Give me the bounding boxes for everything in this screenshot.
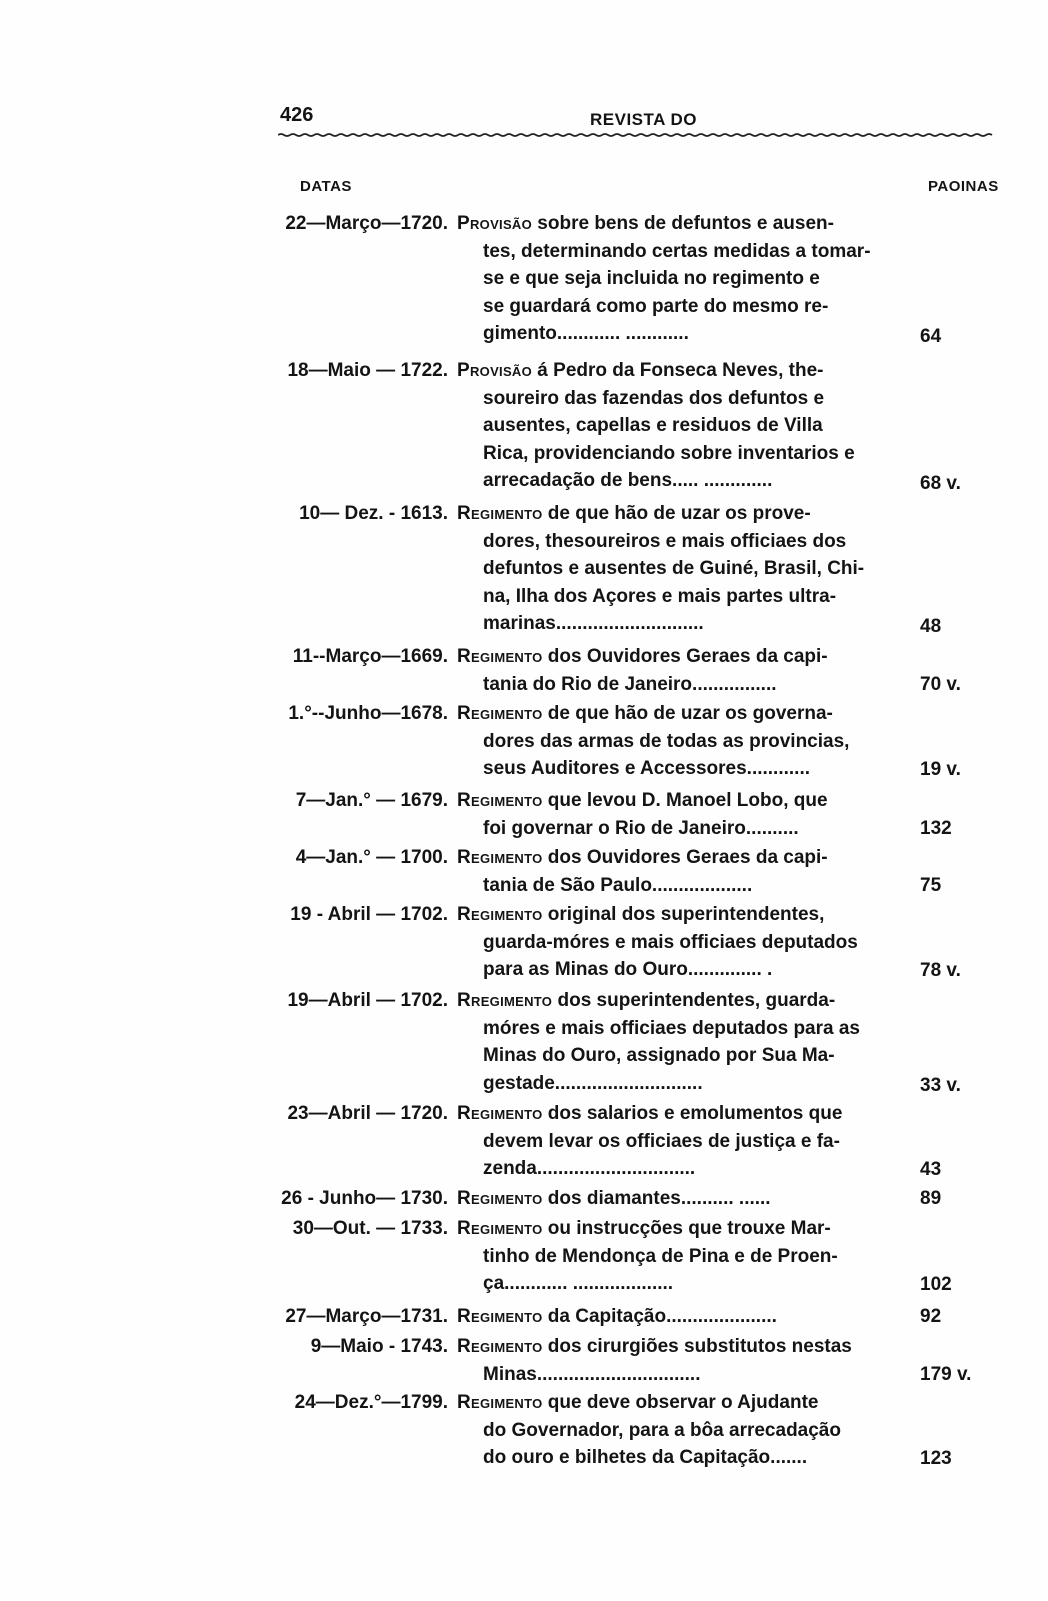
entry-page-number: 68 v. xyxy=(920,472,961,494)
entry-description xyxy=(457,901,892,984)
entry-page-number: 48 xyxy=(920,615,942,637)
entry-description xyxy=(457,844,892,899)
entry-continuation-line: guarda-móres e mais officiaes deputados xyxy=(483,931,858,953)
entry-description xyxy=(457,787,892,842)
entry-date: 19 - Abril — 1702. xyxy=(290,904,448,925)
running-title: REVISTA DO xyxy=(590,110,698,129)
entry-continuation-line: zenda.............................. xyxy=(483,1158,696,1179)
entry-continuation-line: seus Auditores e Accessores............ xyxy=(483,758,811,779)
entry-page-number: 75 xyxy=(920,875,942,897)
entry-continuation-line: Rica, providenciando sobre inventarios e xyxy=(483,442,855,464)
entry-date: 19—Abril — 1702. xyxy=(287,990,448,1011)
entry-first-line: que levou D. Manoel Lobo, que xyxy=(542,790,828,811)
entry-continuation-line: do Governador, para a bôa arrecadação xyxy=(483,1419,841,1441)
entry-page-number: 64 xyxy=(920,325,942,347)
entry-first-line: da Capitação..................... xyxy=(542,1306,777,1327)
entry-first-line: original dos superintendentes, xyxy=(542,904,825,925)
entry-first-line: ou instrucções que trouxe Mar- xyxy=(542,1218,831,1239)
entry-description xyxy=(457,357,892,495)
entry-continuation-line: gestade............................ xyxy=(483,1072,703,1094)
entry-title: Regimento xyxy=(457,1188,543,1209)
entry-continuation-line: soureiro das fazendas dos defuntos e xyxy=(483,387,825,409)
entry-description xyxy=(457,210,892,348)
entry-page-number: 102 xyxy=(920,1274,952,1296)
entry-continuation-line: tania do Rio de Janeiro................ xyxy=(483,673,777,695)
entry-page-number: 78 v. xyxy=(920,960,961,982)
entry-first-line: de que hão de uzar os governa- xyxy=(542,703,833,724)
entry-description xyxy=(457,500,892,638)
entry-title: Regimento xyxy=(457,1306,543,1327)
entry-page-number: 70 v. xyxy=(920,674,961,696)
entry-title: Provisão xyxy=(457,360,533,381)
entry-date: 4—Jan.° — 1700. xyxy=(295,847,448,868)
entry-continuation-line: se guardará como parte do mesmo re- xyxy=(483,295,829,317)
entry-title: Regimento xyxy=(457,790,543,811)
entry-title: Regimento xyxy=(457,703,543,724)
entry-continuation-line: Minas............................... xyxy=(483,1363,701,1385)
entry-date: 10— Dez. - 1613. xyxy=(299,503,448,524)
entry-continuation-line: marinas............................ xyxy=(483,613,704,634)
entry-page-number: 33 v. xyxy=(920,1074,961,1096)
entry-description xyxy=(457,987,892,1097)
entry-date: 1.°--Junho—1678. xyxy=(288,703,448,724)
entry-title: Provisão xyxy=(457,213,533,234)
page-header xyxy=(280,104,995,134)
entry-continuation-line: ça............ ................... xyxy=(483,1273,674,1294)
entry-continuation-line: para as Minas do Ouro.............. . xyxy=(483,959,773,980)
entry-title: Regimento xyxy=(457,847,543,868)
entry-title: Regimento xyxy=(457,1103,543,1124)
entry-continuation-line: ausentes, capellas e residuos de Villa xyxy=(483,415,823,436)
entry-page-number: 43 xyxy=(920,1159,942,1181)
entry-date: 22—Março—1720. xyxy=(285,213,448,234)
entry-date: 27—Março—1731. xyxy=(285,1306,448,1327)
page-number: 426 xyxy=(280,104,314,126)
entry-continuation-line: tania de São Paulo................... xyxy=(483,874,753,896)
entry-continuation-line: devem levar os officiaes de justiça e fa- xyxy=(483,1130,840,1152)
entry-continuation-line: tinho de Mendonça de Pina e de Proen- xyxy=(483,1245,838,1267)
entry-title: Regimento xyxy=(457,646,543,667)
entry-date: 30—Out. — 1733. xyxy=(292,1218,448,1239)
entry-first-line: dos Ouvidores Geraes da capi- xyxy=(542,646,828,667)
entry-page-number: 132 xyxy=(920,818,952,840)
entry-date: 9—Maio - 1743. xyxy=(310,1336,448,1357)
entry-title: Rregimento xyxy=(457,990,553,1011)
entry-description xyxy=(457,1100,892,1183)
entry-first-line: dos cirurgiões substitutos nestas xyxy=(542,1336,852,1357)
entry-continuation-line: tes, determinando certas medidas a tomar- xyxy=(483,240,871,262)
entry-description xyxy=(457,1303,892,1331)
entry-continuation-line: se e que seja incluida no regimento e xyxy=(483,268,820,289)
header-rule xyxy=(278,133,995,137)
entry-description xyxy=(457,1389,892,1472)
entry-first-line: dos diamantes.......... ...... xyxy=(542,1188,771,1209)
entry-continuation-line: do ouro e bilhetes da Capitação....... xyxy=(483,1447,808,1468)
entry-first-line: que deve observar o Ajudante xyxy=(542,1392,819,1413)
entry-page-number: 92 xyxy=(920,1306,942,1327)
entry-title: Regimento xyxy=(457,503,543,524)
entry-date: 24—Dez.°—1799. xyxy=(294,1392,448,1413)
entry-date: 23—Abril — 1720. xyxy=(287,1103,448,1124)
entry-page-number: 19 v. xyxy=(920,759,961,781)
entry-title: Regimento xyxy=(457,1218,543,1239)
entry-date: 7—Jan.° — 1679. xyxy=(295,790,448,811)
entry-first-line: de que hão de uzar os prove- xyxy=(542,503,811,524)
entry-description xyxy=(457,1333,892,1388)
entry-description xyxy=(457,643,892,698)
entry-continuation-line: gimento............ ............ xyxy=(483,323,689,344)
entry-continuation-line: arrecadação de bens..... ............. xyxy=(483,470,773,491)
entry-first-line: dos Ouvidores Geraes da capi- xyxy=(542,847,828,868)
entry-page-number: 123 xyxy=(920,1448,952,1470)
entry-date: 26 - Junho— 1730. xyxy=(281,1188,448,1209)
entry-first-line: dos salarios e emolumentos que xyxy=(542,1103,843,1124)
entry-first-line: sobre bens de defuntos e ausen- xyxy=(532,213,834,234)
entry-first-line: dos superintendentes, guarda- xyxy=(552,990,836,1011)
entry-date: 18—Maio — 1722. xyxy=(287,360,448,381)
column-header-pages: PAOINAS xyxy=(928,178,999,195)
entry-description xyxy=(457,1185,892,1213)
entry-continuation-line: móres e mais officiaes deputados para as xyxy=(483,1017,860,1039)
entry-description xyxy=(457,1215,892,1298)
entry-continuation-line: na, Ilha dos Açores e mais partes ultra- xyxy=(483,585,837,607)
entry-continuation-line: dores, thesoureiros e mais officiaes dos xyxy=(483,530,847,552)
entry-page-number: 89 xyxy=(920,1188,942,1209)
entry-title: Regimento xyxy=(457,1336,543,1357)
entry-title: Regimento xyxy=(457,1392,543,1413)
entry-first-line: á Pedro da Fonseca Neves, the- xyxy=(532,360,824,381)
entry-continuation-line: foi governar o Rio de Janeiro.......... xyxy=(483,817,799,839)
entry-continuation-line: Minas do Ouro, assignado por Sua Ma- xyxy=(483,1045,835,1066)
entry-date: 11--Março—1669. xyxy=(292,646,448,667)
column-header-dates: DATAS xyxy=(300,178,352,195)
entry-title: Regimento xyxy=(457,904,543,925)
entry-continuation-line: dores das armas de todas as provincias, xyxy=(483,730,850,752)
entry-continuation-line: defuntos e ausentes de Guiné, Brasil, Chi- xyxy=(483,558,865,579)
entry-page-number: 179 v. xyxy=(920,1364,972,1386)
entry-description xyxy=(457,700,892,783)
